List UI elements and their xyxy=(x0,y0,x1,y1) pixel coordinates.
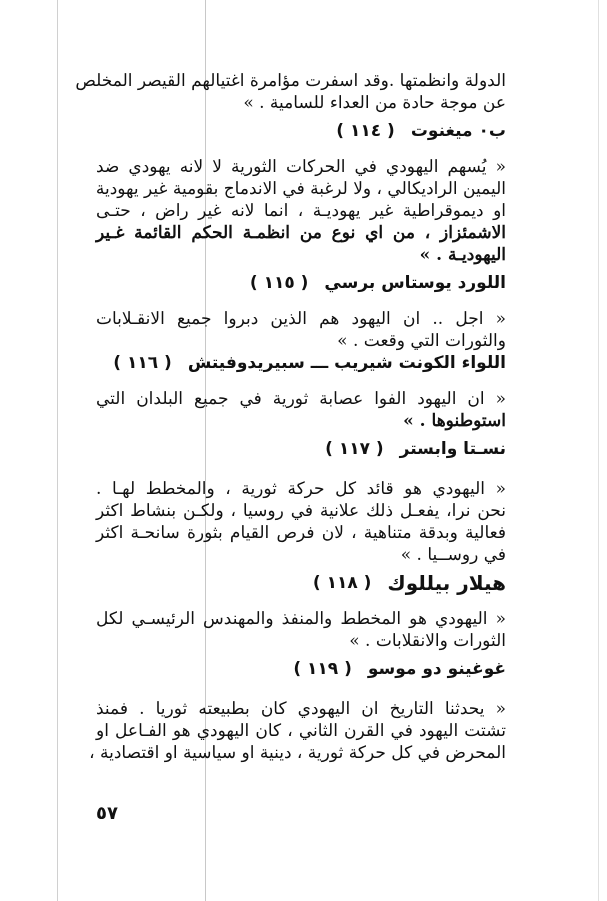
quote-line: او ديموقراطية غير يهوديـة ، انما لانه غير راض ، حتـى xyxy=(96,201,506,221)
section-heading-118 xyxy=(96,572,506,594)
quote-line: نحن نرا، يفعـل ذلك علانية في روسيا ، ولكـن بنشاط اكثر xyxy=(96,501,506,521)
quote-line: « اجل .. ان اليهود هم الذين دبروا جميع الانقـلابات xyxy=(96,309,506,329)
quote-line: « يُسهم اليهودي في الحركات الثورية لا لانه يهودي ضد xyxy=(96,157,506,177)
quote-line: « يحدثنا التاريخ ان اليهودي كان بطبيعته ثوريا . فمنذ xyxy=(96,699,506,719)
quote-line: الثورات والانقلابات . » xyxy=(349,631,506,651)
author-name: اللورد يوستاس برسي xyxy=(324,273,506,293)
citation-number: ( ١١٨ ) xyxy=(312,573,372,593)
section-heading-114 xyxy=(96,120,506,142)
page-content xyxy=(75,70,506,764)
section-heading-117 xyxy=(96,438,506,460)
section-heading-116 xyxy=(96,352,506,374)
section-heading-119 xyxy=(96,658,506,680)
quote-line: اليمين الراديكالي ، ولا لرغبة في الاندماج بقومية غير يهودية xyxy=(95,179,506,199)
quote-line: « ان اليهود الفوا عصابة ثورية في جميع البلدان التي xyxy=(96,389,506,409)
citation-number: ( ١١٦ ) xyxy=(113,353,172,373)
quote-line: تشتت اليهود في القرن الثاني ، كان اليهودي هو الفـاعل او xyxy=(96,721,506,741)
section-heading-115 xyxy=(96,272,506,294)
intro-line: الدولة وانظمتها .وقد اسفرت مؤامرة اغتيالهم القيصر المخلص xyxy=(75,71,506,91)
citation-number: ( ١١٧ ) xyxy=(325,439,384,459)
citation-number: ( ١١٩ ) xyxy=(293,659,352,679)
author-name: هيلار بيللوك xyxy=(387,571,506,595)
quote-line: في روســيا . » xyxy=(400,545,506,565)
citation-number: ( ١١٥ ) xyxy=(249,273,309,293)
quote-line: الاشمئزاز ، من اي نوع من انظمـة الحكم القائمة غـير xyxy=(96,223,506,243)
quote-line: اليهوديـة . » xyxy=(419,245,506,265)
author-name: نسـتا وابستر xyxy=(399,439,506,459)
quote-line: « اليهودي هو قائد كل حركة ثورية ، والمخطط لهـا . xyxy=(96,479,506,499)
scan-edge-line-right xyxy=(598,0,599,901)
quote-line: والثورات التي وقعت . » xyxy=(337,331,506,351)
author-name: ب٠ ميغنوت xyxy=(410,121,506,141)
author-name: اللواء الكونت شيريب ـــ سبيريدوفيتش xyxy=(187,353,506,373)
quote-line: فعالية وبدقة متناهية ، لان فرص القيام بثورة سانحـة اكثر xyxy=(96,523,506,543)
author-name: غوغينو دو موسو xyxy=(367,659,506,679)
citation-number: ( ١١٤ ) xyxy=(336,121,395,141)
quote-line: « اليهودي هو المخطط والمنفذ والمهندس الرئيسـي لكل xyxy=(96,609,506,629)
quote-line: المحرض في كل حركة ثورية ، دينية او سياسية او اقتصادية ، xyxy=(89,743,506,763)
page-number: ٥٧ xyxy=(96,803,118,824)
quote-line: استوطنوها . » xyxy=(403,411,506,431)
intro-line: عن موجة حادة من العداء للسامية . » xyxy=(243,93,506,113)
scan-edge-line xyxy=(57,0,58,901)
